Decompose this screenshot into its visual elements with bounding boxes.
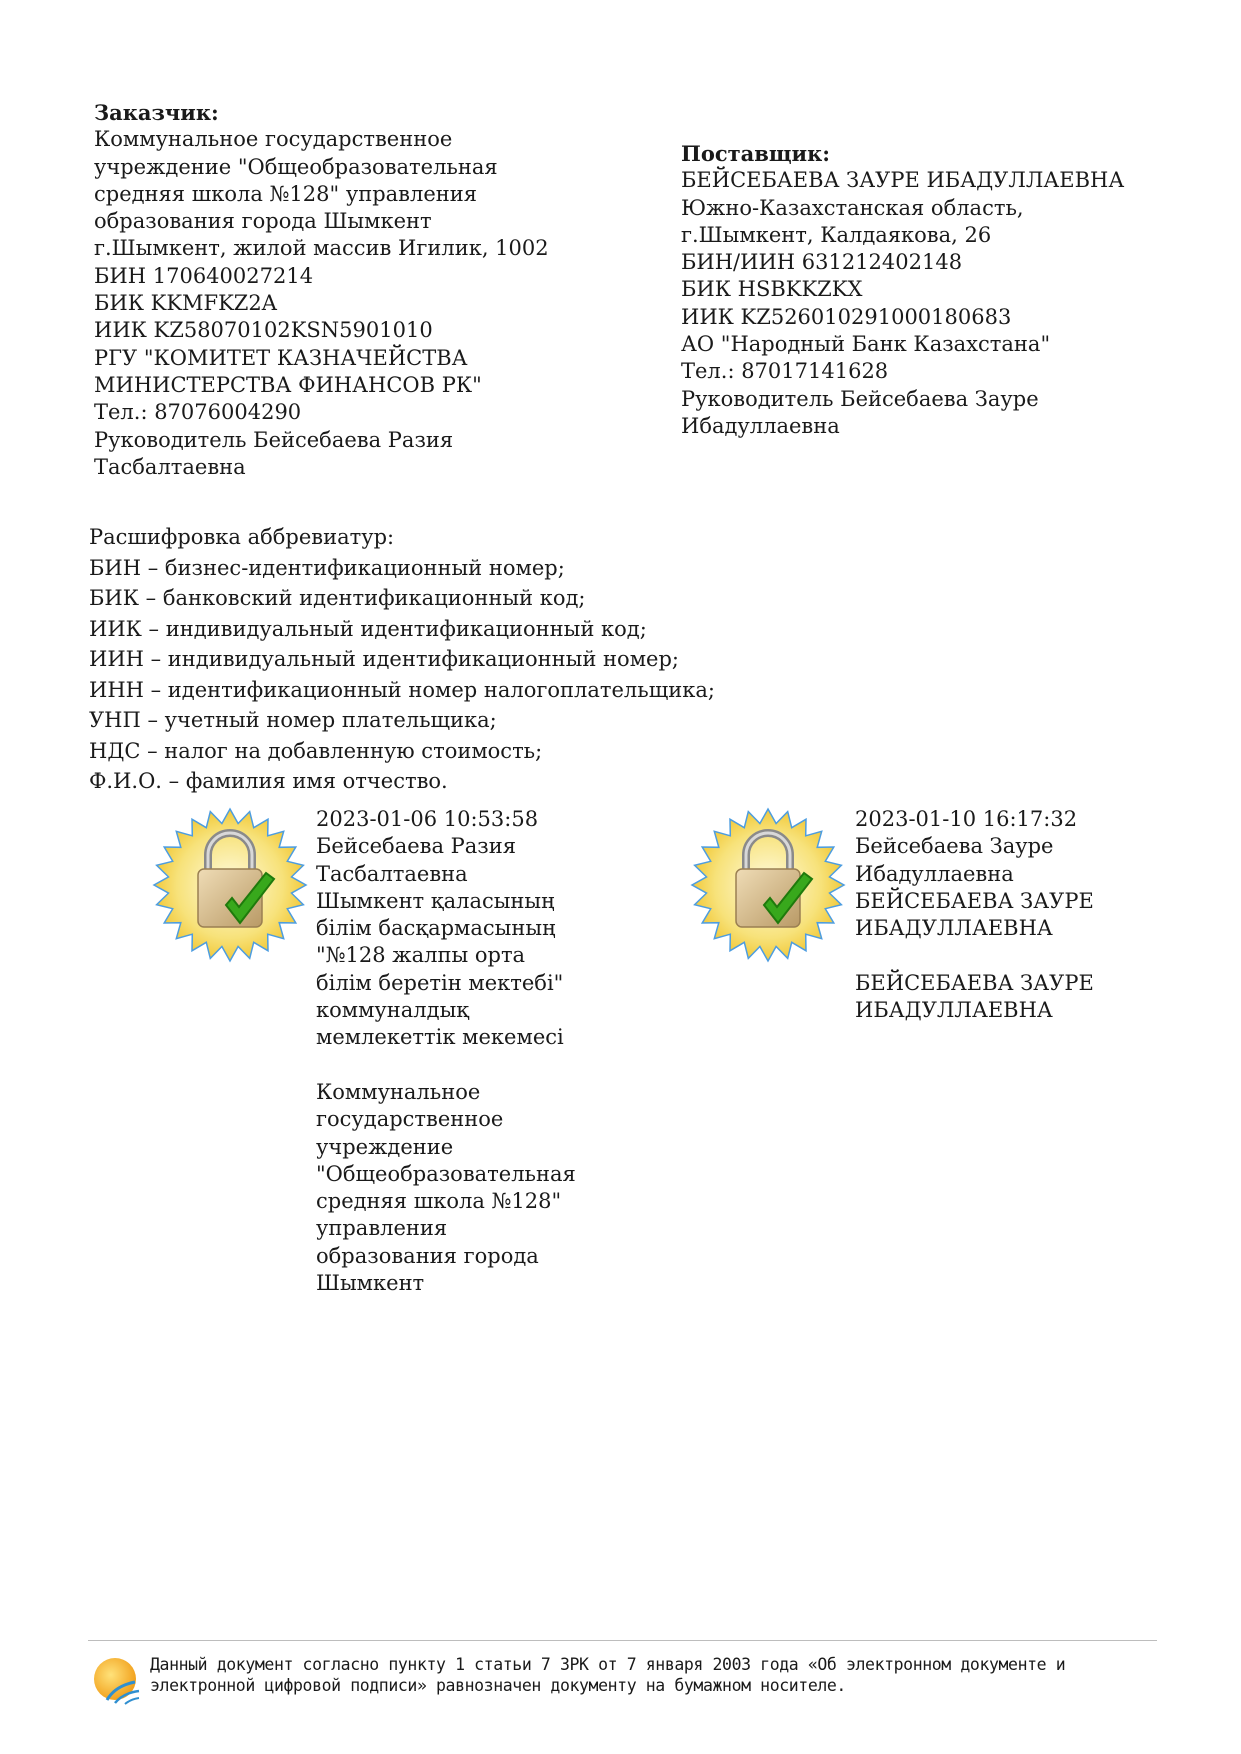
customer-director: Руководитель Бейсебаева Разия — [94, 427, 454, 452]
signature-line: Шымкент қаласының — [316, 888, 555, 913]
customer-line: Коммунальное государственное — [94, 127, 453, 152]
footer-line: электронной цифровой подписи» равнозначен документу на бумажном носителе. — [150, 1676, 846, 1695]
signature-line: управления — [316, 1216, 448, 1241]
abbreviation-item: ИИК – индивидуальный идентификационный код; — [89, 616, 647, 641]
customer-phone: Тел.: 87076004290 — [94, 400, 302, 425]
abbreviation-item: БИН – бизнес-идентификационный номер; — [89, 555, 565, 580]
signature-line: білім басқармасының — [316, 916, 556, 941]
signature-line: "№128 жалпы орта — [316, 943, 526, 968]
customer-bank: РГУ "КОМИТЕТ КАЗНАЧЕЙСТВА — [94, 345, 468, 370]
supplier-phone: Тел.: 87017141628 — [681, 359, 889, 384]
customer-line: образования города Шымкент — [94, 209, 432, 234]
customer-line: средняя школа №128" управления — [94, 181, 477, 206]
supplier-address: Южно-Казахстанская область, — [681, 195, 1024, 220]
customer-heading: Заказчик: — [94, 100, 219, 125]
signature-lock-check-icon — [688, 805, 848, 965]
customer-bik: БИК KKMFKZ2A — [94, 291, 277, 316]
signature-details — [316, 806, 576, 1297]
signature-line: Тасбалтаевна — [316, 861, 468, 886]
abbreviation-item: ИИН – индивидуальный идентификационный номер; — [89, 647, 679, 671]
egov-sun-logo-icon — [91, 1654, 145, 1706]
abbreviation-item: Ф.И.О. – фамилия имя отчество. — [89, 769, 448, 793]
footer-line: Данный документ согласно пункту 1 статьи 7 ЗРК от 7 января 2003 года «Об электронном документе и — [150, 1655, 1066, 1674]
abbreviation-item: ИНН – идентификационный номер налогоплательщика; — [89, 677, 715, 702]
signature-line: Бейсебаева Зауре — [855, 834, 1054, 859]
signature-line: Коммунальное — [316, 1079, 481, 1104]
signature-line: мемлекеттік мекемесі — [316, 1025, 564, 1050]
supplier-director: Ибадуллаевна — [681, 413, 840, 438]
signature-line: Шымкент — [316, 1271, 425, 1296]
signature-details — [855, 806, 1094, 1024]
customer-bin: БИН 170640027214 — [94, 263, 314, 288]
supplier-heading: Поставщик: — [681, 141, 831, 166]
footer-divider — [88, 1640, 1157, 1641]
abbreviation-item: БИК – банковский идентификационный код; — [89, 586, 586, 610]
signature-line: білім беретін мектебі" — [316, 970, 564, 995]
abbreviations-title: Расшифровка аббревиатур: — [89, 525, 395, 549]
abbreviation-item: НДС – налог на добавленную стоимость; — [89, 738, 543, 763]
supplier-address: г.Шымкент, Калдаякова, 26 — [681, 222, 992, 247]
supplier-block — [681, 140, 1124, 440]
signature-line: ИБАДУЛЛАЕВНА — [855, 998, 1053, 1023]
signature-line: коммуналдық — [316, 998, 470, 1023]
supplier-bik: БИК HSBKKZKX — [681, 277, 863, 302]
signature-line — [855, 942, 1094, 969]
customer-director: Тасбалтаевна — [94, 454, 246, 479]
customer-block — [94, 99, 549, 481]
signature-datetime: 2023-01-10 16:17:32 — [855, 807, 1078, 831]
signature-datetime: 2023-01-06 10:53:58 — [316, 807, 539, 831]
signature-line: Ибадуллаевна — [855, 861, 1014, 886]
signature-line: государственное — [316, 1107, 504, 1132]
supplier-director: Руководитель Бейсебаева Зауре — [681, 386, 1039, 411]
signature-line: БЕЙСЕБАЕВА ЗАУРЕ — [855, 888, 1094, 913]
signature-line: Бейсебаева Разия — [316, 834, 517, 859]
supplier-iik: ИИК KZ526010291000180683 — [681, 304, 1012, 329]
abbreviations-block — [89, 522, 715, 797]
customer-line: учреждение "Общеобразовательная — [94, 154, 498, 179]
signature-line: средняя школа №128" — [316, 1189, 562, 1214]
signature-lock-check-icon — [150, 805, 310, 965]
customer-address: г.Шымкент, жилой массив Игилик, 1002 — [94, 236, 549, 261]
footer-legal-text — [150, 1654, 1065, 1696]
signature-line: БЕЙСЕБАЕВА ЗАУРЕ — [855, 970, 1094, 995]
customer-bank: МИНИСТЕРСТВА ФИНАНСОВ РК" — [94, 372, 482, 397]
supplier-bin: БИН/ИИН 631212402148 — [681, 250, 963, 275]
signature-line: учреждение — [316, 1134, 454, 1159]
customer-iik: ИИК KZ58070102KSN5901010 — [94, 318, 433, 343]
signature-line: ИБАДУЛЛАЕВНА — [855, 916, 1053, 941]
supplier-name: БЕЙСЕБАЕВА ЗАУРЕ ИБАДУЛЛАЕВНА — [681, 168, 1125, 193]
supplier-bank: АО "Народный Банк Казахстана" — [681, 332, 1051, 357]
signature-line — [316, 1052, 576, 1079]
abbreviation-item: УНП – учетный номер плательщика; — [89, 708, 497, 732]
signature-line: образования города — [316, 1243, 539, 1268]
signature-line: "Общеобразовательная — [316, 1161, 576, 1186]
